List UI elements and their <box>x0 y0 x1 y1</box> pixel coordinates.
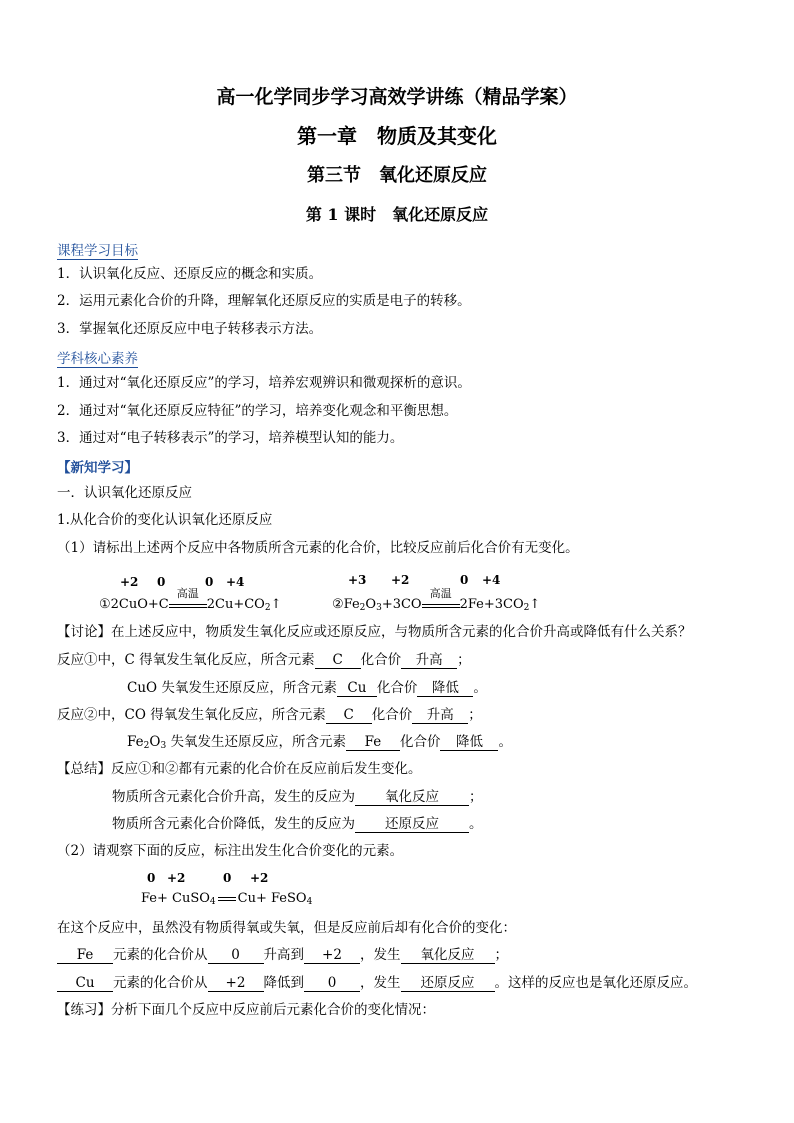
eq3-ox-cu: 0 <box>223 871 232 885</box>
blank-change[interactable]: 升高 <box>412 707 468 724</box>
sub-heading-1: 1.从化合价的变化认识氧化还原反应 <box>57 512 273 528</box>
eq3-ox-feso4: +2 <box>250 871 269 885</box>
goals-heading: 课程学习目标 <box>57 239 138 260</box>
blank-element[interactable]: Fe <box>57 947 113 964</box>
blank-element[interactable]: C <box>326 707 372 724</box>
chapter-title: 第一章 物质及其变化 <box>297 124 497 148</box>
blank-element[interactable]: Cu <box>57 975 113 992</box>
literacy-item-3: 3．通过对“电子转移表示”的学习，培养模型认知的能力。 <box>57 430 404 446</box>
reaction1-c-line: 反应①中，C 得氧发生氧化反应，所含元素 C 化合价 升高 ； <box>57 652 471 668</box>
eq3-ox-cuso4: +2 <box>167 871 186 885</box>
question-1: （1）请标出上述两个反应中各物质所含元素的化合价，比较反应前后化合价有无变化。 <box>57 540 579 556</box>
reaction1-cuo-line: CuO 失氧发生还原反应，所含元素 Cu 化合价 降低 。 <box>127 680 487 696</box>
blank-reaction-type[interactable]: 氧化反应 <box>401 947 495 964</box>
lesson-title: 第 1 课时 氧化还原反应 <box>305 205 489 224</box>
summary-decrease: 物质所含元素化合价降低，发生的反应为 还原反应 。 <box>112 816 483 832</box>
goal-item-2: 2．运用元素化合价的升降，理解氧化还原反应的实质是电子的转移。 <box>57 293 471 309</box>
section-title: 第三节 氧化还原反应 <box>307 165 487 186</box>
eq2-ox-fe-product: 0 <box>460 573 469 587</box>
eq1-condition: 高温 <box>169 597 207 612</box>
equation-3: Fe+ CuSO$_4$ Cu+ FeSO$_4$ <box>141 891 313 907</box>
blank-change[interactable]: 升高 <box>401 652 457 669</box>
reaction2-fe2o3-line: $Fe_2O_3$ 失氧发生还原反应，所含元素 Fe 化合价 降低 。 <box>127 734 512 751</box>
blank-element[interactable]: Fe <box>346 734 400 751</box>
question-2: （2）请观察下面的反应，标注出发生化合价变化的元素。 <box>57 843 404 859</box>
eq1-ox-co2: +4 <box>226 575 245 589</box>
goal-item-1: 1．认识氧化反应、还原反应的概念和实质。 <box>57 266 323 282</box>
goal-item-3: 3．掌握氧化还原反应中电子转移表示方法。 <box>57 321 323 337</box>
literacy-item-2: 2．通过对“氧化还原反应特征”的学习，培养变化观念和平衡思想。 <box>57 403 458 419</box>
blank-reaction-type[interactable]: 还原反应 <box>355 816 469 833</box>
eq2-ox-co: +2 <box>391 573 410 587</box>
eq2-ox-fe: +3 <box>348 573 367 587</box>
part-one-heading: 一．认识氧化还原反应 <box>57 485 192 501</box>
fe-change-line: Fe 元素的化合价从 0 升高到 +2 ，发生 氧化反应 ； <box>57 946 508 964</box>
blank-to-valence[interactable]: +2 <box>304 947 360 964</box>
eq1-ox-cuo: +2 <box>120 575 139 589</box>
blank-element[interactable]: C <box>315 652 361 669</box>
eq3-ox-fe: 0 <box>147 871 156 885</box>
equation-2: $②Fe_2O_3+3CO$ 高温 $2Fe+3CO_2↑$ <box>332 587 541 613</box>
blank-from-valence[interactable]: 0 <box>208 947 264 964</box>
equation-1: ①2CuO+C 高温 $2Cu+CO_2↑$ <box>99 587 282 613</box>
note-line: 在这个反应中，虽然没有物质得氧或失氧，但是反应前后却有化合价的变化： <box>57 920 516 936</box>
reaction2-co-line: 反应②中，CO 得氧发生氧化反应，所含元素 C 化合价 升高 ； <box>57 707 482 723</box>
discussion-prompt: 【讨论】在上述反应中，物质发生氧化反应或还原反应，与物质所含元素的化合价升高或降低有什么关系？ <box>57 624 692 640</box>
blank-reaction-type[interactable]: 氧化反应 <box>355 789 469 806</box>
summary-line: 【总结】反应①和②都有元素的化合价在反应前后发生变化。 <box>57 761 422 777</box>
blank-to-valence[interactable]: 0 <box>304 975 360 992</box>
eq1-ox-c: 0 <box>157 575 166 589</box>
eq2-condition: 高温 <box>422 597 460 612</box>
practice-prompt: 【练习】分析下面几个反应中反应前后元素化合价的变化情况： <box>57 1002 435 1018</box>
blank-from-valence[interactable]: +2 <box>208 975 264 992</box>
literacy-item-1: 1．通过对“氧化还原反应”的学习，培养宏观辨识和微观探析的意识。 <box>57 375 471 391</box>
literacy-heading: 学科核心素养 <box>57 347 138 368</box>
eq1-ox-cu: 0 <box>205 575 214 589</box>
blank-change[interactable]: 降低 <box>440 734 498 751</box>
eq2-ox-co2: +4 <box>482 573 501 587</box>
blank-reaction-type[interactable]: 还原反应 <box>401 975 495 992</box>
main-title: 高一化学同步学习高效学讲练（精品学案） <box>216 86 578 108</box>
eq3-equals-sign <box>216 892 238 906</box>
blank-change[interactable]: 降低 <box>417 680 473 697</box>
blank-element[interactable]: Cu <box>337 680 377 697</box>
summary-increase: 物质所含元素化合价升高，发生的反应为 氧化反应 ； <box>112 789 483 805</box>
cu-change-line: Cu 元素的化合价从 +2 降低到 0 ，发生 还原反应 。这样的反应也是氧化还原反应。 <box>57 974 697 992</box>
new-study-heading: 【新知学习】 <box>57 460 138 476</box>
